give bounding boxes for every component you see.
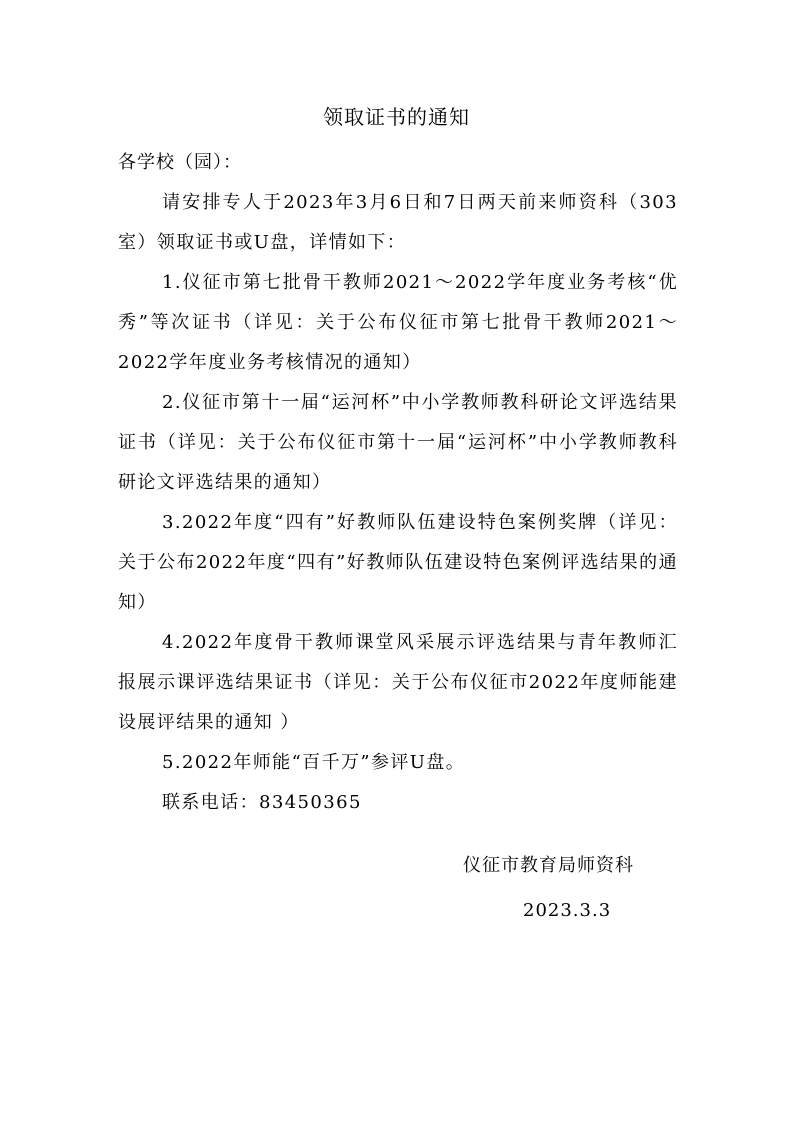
item-2: 2.仪征市第十一届“运河杯”中小学教师教科研论文评选结果证书（详见：关于公布仪征市第十一届“运河杯”中小学教师教科研论文评选结果的通知） bbox=[118, 392, 678, 493]
issuer-signature: 仪征市教育局师资科 bbox=[463, 855, 634, 876]
notice-title: 领取证书的通知 bbox=[323, 105, 470, 129]
item-3: 3.2022年度“四有”好教师队伍建设特色案例奖牌（详见：关于公布2022年度“四有”好教师队伍建设特色案例评选结果的通知） bbox=[118, 512, 678, 613]
item-1: 1.仪征市第七批骨干教师2021～2022学年度业务考核“优秀”等次证书（详见：关于公布仪征市第七批骨干教师2021～2022学年度业务考核情况的通知） bbox=[118, 272, 678, 373]
item-4: 4.2022年度骨干教师课堂风采展示评选结果与青年教师汇报展示课评选结果证书（详见：关于公布仪征市2022年度师能建设展评结果的通知 ） bbox=[118, 632, 678, 733]
intro-paragraph: 请安排专人于2023年3月6日和7日两天前来师资科（303室）领取证书或U盘，详情如下： bbox=[118, 192, 678, 253]
item-5: 5.2022年师能“百千万”参评U盘。 bbox=[162, 752, 466, 773]
salutation: 各学校（园）： bbox=[118, 152, 242, 173]
issue-date: 2023.3.3 bbox=[523, 900, 612, 921]
contact-phone: 联系电话：83450365 bbox=[162, 792, 362, 813]
